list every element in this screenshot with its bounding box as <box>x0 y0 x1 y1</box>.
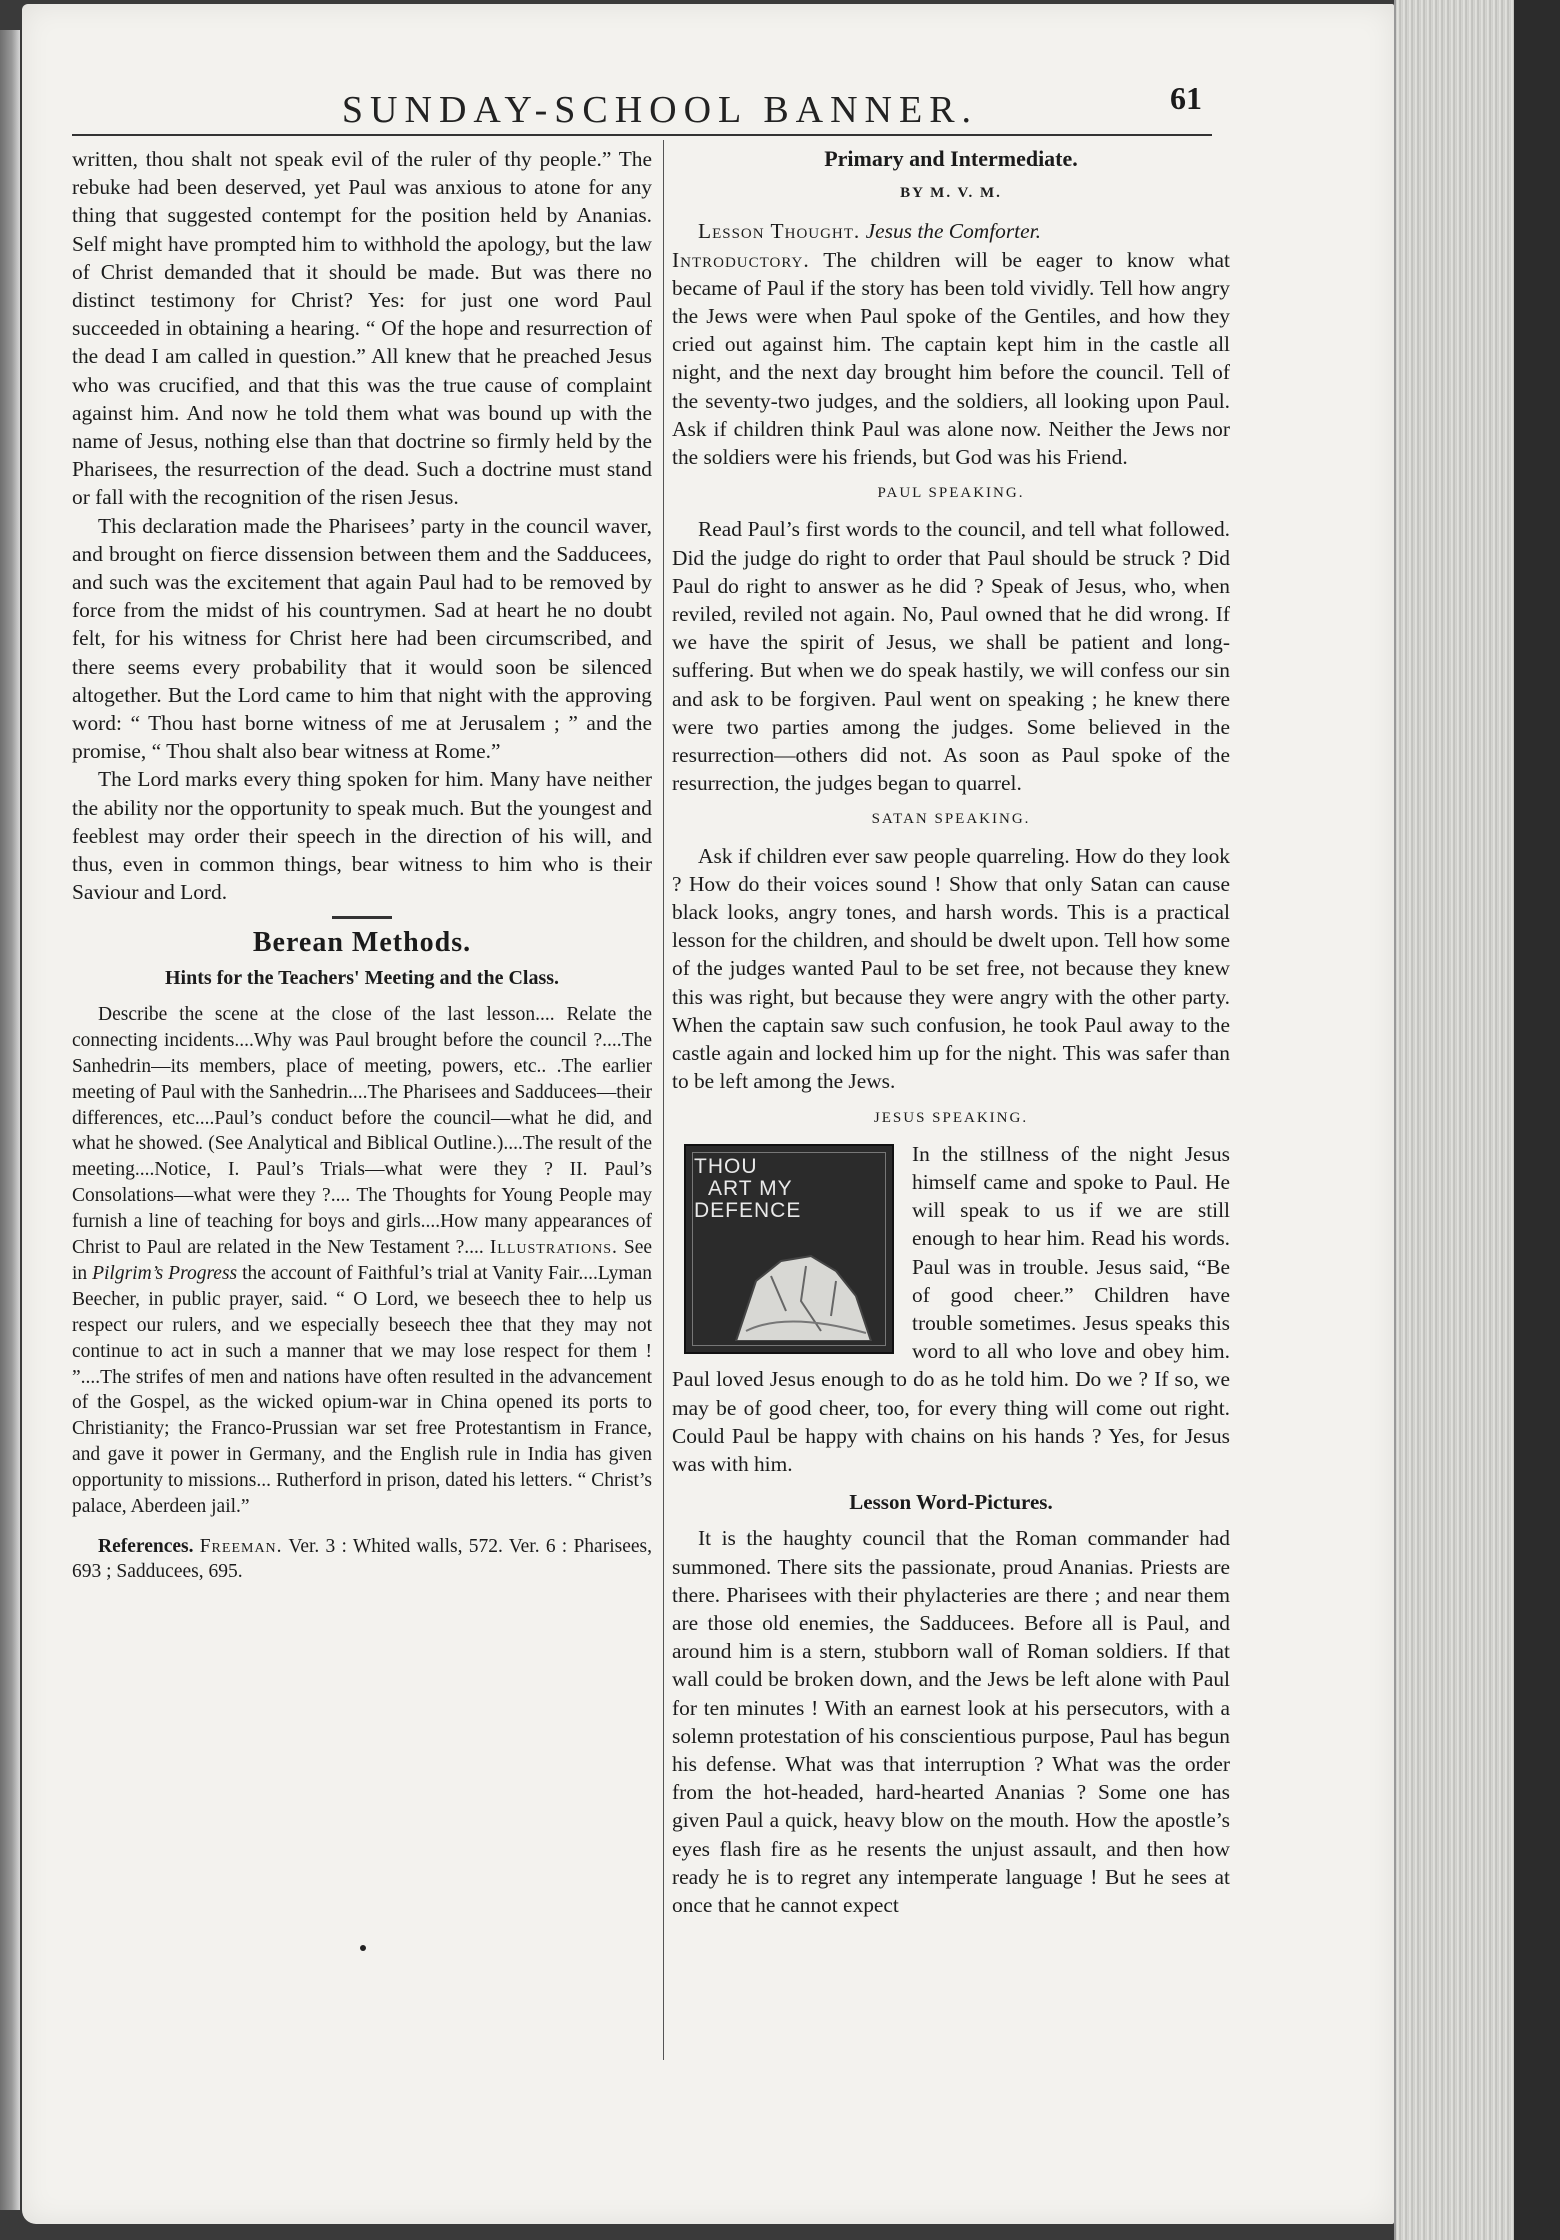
hints-text-3: the account of Faithful’s trial at Vanity Fair....Lyman Beecher, in public prayer, said. “ O Lord, we beseech thee to help us respect our rulers, and we especially beseech thee that they may not continue to act in such a manner that we may lose respect for them ! ”....The strifes of men and nations have often resulted in the advancement of the Gospel, as the wicked opium-war in China opened its ports to Christianity; the Franco-Prussian war set free Protestantism in France, and gave it power in Germany, and the English rule in India has given opportunity to missions... Rutherford in prison, dated his letters. “ Christ’s palace, Aberdeen jail.” <box>72 1262 652 1518</box>
section-rule <box>332 916 392 919</box>
primary-intermediate-title: Primary and Intermediate. <box>824 146 1078 171</box>
introductory-text: The children will be eager to know what became of Paul if the story has been told vividly. Tell how angry the Jews were when Paul spoke of the Gentiles, and how they cried out against him. The captain kept him in the castle all night, and the next day brought him before the council. Tell of the seventy-two judges, and the soldiers, all looking upon Paul. Ask if children think Paul was alone now. Neither the Jews nor the soldiers were his friends, but God was his Friend. <box>672 247 1230 470</box>
paul-speaking-paragraph: Read Paul’s first words to the council, and tell what followed. Did the judge do right to order that Paul should be struck ? Did Paul do right to answer as he did ? Speak of Jesus, who, when reviled, reviled not again. No, Paul owned that he did wrong. If we have the spirit of Jesus, we shall be patient and long-suffering. But when we do speak hastily, we will confess our sin and ask to be forgiven. Paul went on speaking ; he knew there were two parties among the judges. Some believed in the resurrection—others did not. As soon as Paul spoke of the resurrection, the judges began to quarrel. <box>672 517 1230 796</box>
satan-speaking-heading: SATAN SPEAKING. <box>871 811 1031 828</box>
illustration-motto <box>694 1156 884 1222</box>
motto-line: DEFENCE <box>694 1198 802 1222</box>
byline: BY M. V. M. <box>900 185 1002 202</box>
rock-drawing <box>726 1241 876 1341</box>
word-pictures-title: Lesson Word-Pictures. <box>849 1490 1053 1515</box>
satan-speaking-paragraph: Ask if children ever saw people quarreling. How do they look ? How do their voices sound ! Show that only Satan can cause black looks, angry tones, and harsh words. This is a practical lesson for the children, and should be dwelt upon. Tell how some of the judges wanted Paul to be set free, not because they knew this was right, but because they were angry with the other party. When the captain saw such confusion, he took Paul away to the castle again and locked him up for the night. This was safer than to be left among the Jews. <box>672 843 1230 1094</box>
hints-paragraph <box>72 1002 652 1520</box>
illustrations-label: Illustrations. <box>489 1237 618 1259</box>
berean-methods-title: Berean Methods. <box>252 927 472 959</box>
references-freeman: Freeman. <box>199 1536 283 1558</box>
motto-line: THOU <box>694 1154 758 1178</box>
references <box>72 1534 652 1584</box>
introductory-paragraph <box>672 246 1230 472</box>
motto-line: ART MY <box>708 1176 793 1200</box>
jesus-speaking-heading: JESUS SPEAKING. <box>873 1109 1029 1126</box>
column-divider <box>663 140 664 2060</box>
body-paragraph: written, thou shalt not speak evil of the ruler of thy people.” The rebuke had been deserved, yet Paul was anxious to atone for any thing that suggested contempt for the position held by Ananias. Self might have prompted him to withhold the apology, but the law of Christ demanded that it should be made. But was there no distinct testimony for Christ? Yes: for just one word Paul succeeded in obtaining a hearing. “ Of the hope and resurrection of the dead I am called in question.” All knew that he preached Jesus who was crucified, and that this was the true cause of complaint against him. And now he told them what was bound up with the name of Jesus, nothing else than that doctrine so firmly held by the Pharisees, the resurrection of the dead. Such a doctrine must stand or fall with the recognition of the risen Jesus. <box>72 147 652 510</box>
hints-body <box>72 1002 652 1520</box>
page-number: 61 <box>1170 80 1202 116</box>
lesson-thought-text: Jesus the Comforter. <box>865 219 1041 244</box>
book-spine-shadow <box>0 30 20 2210</box>
running-head: SUNDAY-SCHOOL BANNER. <box>341 89 979 131</box>
hints-text-1: Describe the scene at the close of the last lesson.... Relate the connecting incidents....Why was Paul brought before the council ?....The Sanhedrin—its members, place of meeting, powers, etc.. .The earlier meeting of Paul with the Sanhedrin....The Pharisees and Sadducees—their differences, etc....Paul’s conduct before the council—what he did, and what he showed. (See Analytical and Biblical Outline.)....The result of the meeting....Notice, I. Paul’s Trials—what were they ? II. Paul’s Consolations—what were they ?.... The Thoughts for Young People may furnish a line of teaching for boys and girls....How many appearances of Christ to Paul are related in the New Testament ?.... <box>72 1003 652 1259</box>
header-rule <box>72 134 1212 136</box>
pilgrims-progress-title: Pilgrim’s Progress <box>92 1262 238 1284</box>
word-pictures-paragraph: It is the haughty council that the Roman commander had summoned. There sits the passionate, proud Ananias. Priests are there. Pharisees with their phylacteries are there ; and near them are those old enemies, the Sadducees. Before all is Paul, and around him is a stern, stubborn wall of Roman soldiers. If that wall could be broken down, and the Jews be left alone with Paul for ten minutes ! With an earnest look at his persecutors, with a solemn protestation of his conscientious purpose, Paul has begun his defense. What was that interruption ? What was the order from the hot-headed, hard-hearted Ananias ? Some one has given Paul a quick, heavy blow on the mouth. How the apostle’s eyes flash fire as he resents the unjust assault, and then how ready he is to regret any intemperate language ! But he sees at once that he cannot expect <box>672 1526 1230 1917</box>
hints-text-2: See in <box>72 1237 653 1284</box>
thou-art-my-defence-illustration <box>684 1144 894 1354</box>
body-paragraph: The Lord marks every thing spoken for him. Many have neither the ability nor the opportunity to speak much. But the youngest and feeblest may order their speech in the direction of his will, and thus, even in common things, bear witness to him who is their Saviour and Lord. <box>72 767 652 905</box>
ink-speck <box>360 1945 366 1951</box>
body-paragraph: This declaration made the Pharisees’ party in the council waver, and brought on fierce dissension between them and the Sadducees, and such was the excitement that again Paul had to be removed by force from the midst of his countrymen. Sad at heart he no doubt felt, for his witness for Christ here had been circumscribed, and there seems every probability that it would soon be silenced altogether. But the Lord came to him that night with the approving word: “ Thou hast borne witness of me at Jerusalem ; ” and the promise, “ Thou shalt also bear witness at Rome.” <box>72 513 652 764</box>
lesson-thought-label: Lesson Thought. <box>698 219 861 244</box>
book-page-edges <box>1394 0 1516 2240</box>
references-text: Ver. 3 : Whited walls, 572. Ver. 6 : Pharisees, 693 ; Sadducees, 695. <box>72 1536 652 1583</box>
jesus-speaking-paragraph: In the stillness of the night Jesus himself came and spoke to Paul. He will speak to us if we are still enough to hear him. Read his words. Paul was in trouble. Jesus said, “Be of good cheer.” Children have trouble sometimes. Jesus speaks this word to all who love and obey him. Paul loved Jesus enough to do as he told him. Do we ? If so, we may be of good cheer, too, for every thing will come out right. Could Paul be happy with chains on his hands ? Yes, for Jesus was with him. <box>672 1141 1230 1476</box>
introductory-label: Introductory. <box>672 247 810 272</box>
book-cover-edge <box>1514 0 1560 2240</box>
left-column <box>72 145 652 1584</box>
hints-title: Hints for the Teachers' Meeting and the Class. <box>164 966 560 989</box>
references-label: References. <box>98 1536 194 1558</box>
lesson-thought <box>672 217 1230 245</box>
right-column <box>672 145 1230 1919</box>
paul-speaking-heading: PAUL SPEAKING. <box>877 485 1025 502</box>
